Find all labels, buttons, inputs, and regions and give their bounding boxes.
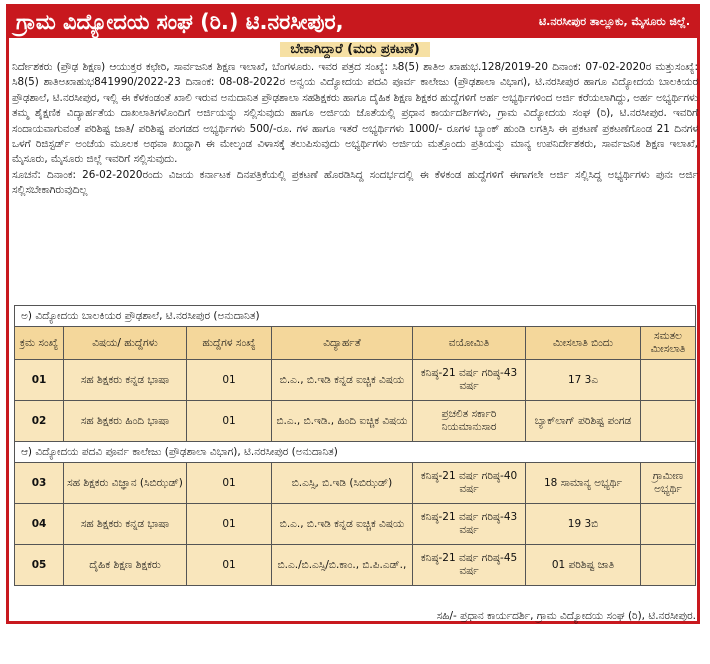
cell-serial: 05 [15, 545, 64, 586]
signature-line: ಸಹಿ/- ಪ್ರಧಾನ ಕಾರ್ಯದರ್ಶಿ, ಗ್ರಾಮ ವಿದ್ಯೋದಯ ಸಂಘ (ರಿ), ಟಿ.ನರಸೀಪುರ. [436, 610, 696, 622]
cell-qualification: ಬಿ.ಎ., ಬಿ.ಇಡಿ ಕನ್ನಡ ಐಚ್ಚಿಕ ವಿಷಯ [272, 360, 413, 401]
cell-horizontal-reservation: ಗ್ರಾಮೀಣ ಅಭ್ಯರ್ಥಿ [641, 463, 696, 504]
cell-post: ದೈಹಿಕ ಶಿಕ್ಷಣ ಶಿಕ್ಷಕರು [64, 545, 187, 586]
subtitle-text: ಬೇಕಾಗಿದ್ದಾರೆ (ಮರು ಪ್ರಕಟಣೆ) [280, 42, 429, 57]
cell-reservation: ಬ್ಯಾಕ್‌ಲಾಗ್ ಪರಿಶಿಷ್ಟ ಪಂಗಡ [526, 401, 641, 442]
org-name: ಗ್ರಾಮ ವಿದ್ಯೋದಯ ಸಂಘ (ರಿ.) ಟಿ.ನರಸೀಪುರ, [16, 9, 344, 34]
cell-post: ಸಹ ಶಿಕ್ಷಕರು ಕನ್ನಡ ಭಾಷಾ [64, 360, 187, 401]
ad-subtitle [0, 42, 710, 57]
cell-age: ಪ್ರಚಲಿತ ಸರ್ಕಾರಿ ನಿಯಮಾನುಸಾರ [413, 401, 526, 442]
table-header-row [15, 327, 696, 360]
cell-horizontal-reservation [641, 401, 696, 442]
cell-serial: 02 [15, 401, 64, 442]
table-row [15, 360, 696, 401]
cell-post: ಸಹ ಶಿಕ್ಷಕರು ವಿಜ್ಞಾನ (ಸಿಬಿಝಡ್) [64, 463, 187, 504]
cell-age: ಕನಿಷ್ಠ-21 ವರ್ಷ ಗರಿಷ್ಠ-40 ವರ್ಷ [413, 463, 526, 504]
table-row [15, 463, 696, 504]
cell-horizontal-reservation [641, 360, 696, 401]
cell-reservation: 19 3ಬಿ [526, 504, 641, 545]
table-row [15, 545, 696, 586]
header-reservation: ಮೀಸಲಾತಿ ಬಿಂದು [526, 327, 641, 360]
table-row [15, 401, 696, 442]
header-post: ವಿಷಯ/ ಹುದ್ದೆಗಳು [64, 327, 187, 360]
body-paragraph-notice: ಸೂಚನೆ: ದಿನಾಂಕ: 26-02-2020ರಂದು ವಿಜಯ ಕರ್ನಾಟಕ ದಿನಪತ್ರಿಕೆಯಲ್ಲಿ ಪ್ರಕಟಣೆ ಹೊರಡಿಸಿದ್ದ ಸಂದರ್ಭದಲ್ಲಿ ಈ ಕೆಳಕಂಡ ಹುದ್ದೆಗಳಿಗೆ ಈಗಾಗಲೇ ಅರ್ಜಿ ಸಲ್ಲಿಸಿದ್ದ ಅಭ್ಯರ್ಥಿಗಳು ಪುನಃ ಅರ್ಜಿ ಸಲ್ಲಿಸಬೇಕಾಗಿರುವುದಿಲ್ಲ [12, 168, 698, 197]
header-serial: ಕ್ರಮ ಸಂಖ್ಯೆ [15, 327, 64, 360]
cell-qualification: ಬಿ.ಎ., ಬಿ.ಇಡಿ., ಹಿಂದಿ ಐಚ್ಚಿಕ ವಿಷಯ [272, 401, 413, 442]
header-horizontal-reservation: ಸಮತಲ ಮೀಸಲಾತಿ [641, 327, 696, 360]
cell-count: 01 [187, 401, 272, 442]
table-row [15, 504, 696, 545]
header-qualification: ವಿದ್ಯಾರ್ಹತೆ [272, 327, 413, 360]
header-count: ಹುದ್ದೆಗಳ ಸಂಖ್ಯೆ [187, 327, 272, 360]
cell-qualification: ಬಿ.ಎ., ಬಿ.ಇಡಿ ಕನ್ನಡ ಐಚ್ಚಿಕ ವಿಷಯ [272, 504, 413, 545]
cell-reservation: 01 ಪರಿಶಿಷ್ಟ ಜಾತಿ [526, 545, 641, 586]
cell-serial: 04 [15, 504, 64, 545]
vacancy-table [14, 305, 696, 586]
cell-count: 01 [187, 545, 272, 586]
header-age: ವಯೋಮಿತಿ [413, 327, 526, 360]
cell-horizontal-reservation [641, 504, 696, 545]
ad-header [8, 6, 698, 38]
cell-count: 01 [187, 360, 272, 401]
section-b-title: ಆ) ವಿದ್ಯೋದಯ ಪದವಿ ಪೂರ್ವ ಕಾಲೇಜು (ಪ್ರೌಢಶಾಲಾ ವಿಭಾಗ), ಟಿ.ನರಸೀಪುರ (ಅನುದಾನಿತ) [15, 442, 696, 463]
table-section-row [15, 442, 696, 463]
cell-serial: 01 [15, 360, 64, 401]
cell-age: ಕನಿಷ್ಠ-21 ವರ್ಷ ಗರಿಷ್ಠ-45 ವರ್ಷ [413, 545, 526, 586]
cell-qualification: ಬಿ.ಎ./ಬಿ.ಎಸ್ಸಿ/ಬಿ.ಕಾಂ., ಬಿ.ಪಿ.ಎಡ್., [272, 545, 413, 586]
cell-count: 01 [187, 463, 272, 504]
body-paragraph-main: ನಿರ್ದೇಶಕರು (ಪ್ರೌಢ ಶಿಕ್ಷಣ) ಆಯುಕ್ತರ ಕಛೇರಿ, ಸಾರ್ವಜನಿಕ ಶಿಕ್ಷಣ ಇಲಾಖೆ, ಬೆಂಗಳೂರು. ಇವರ ಪತ್ರದ ಸಂಖ್ಯೆ: ಸಿ8(5) ಶಾತಿಅ ಖಾಹುಭ.128/2019-20 ದಿನಾಂಕ: 07-02-2020ರ ಮತ್ತುಸಂಖ್ಯೆ: ಸಿ8(5) ಶಾತಿಅಖಾಹುಭ841990/2022-23 ದಿನಾಂಕ: 08-08-2022ರ ಅನ್ವಯ ವಿದ್ಯೋದಯ ಪದವಿ ಪೂರ್ವ ಕಾಲೇಜು (ಪ್ರೌಢಶಾಲಾ ವಿಭಾಗ), ಟಿ.ನರಸೀಪುರ ಹಾಗೂ ವಿದ್ಯೋದಯ ಬಾಲಕಿಯರ ಪ್ರೌಢಶಾಲೆ, ಟಿ.ನರಸೀಪುರ, ಇಲ್ಲಿ ಈ ಕೆಳಕಂಡಂತೆ ಖಾಲಿ ಇರುವ ಅನುದಾನಿತ ಪ್ರೌಢಶಾಲಾ ಸಹಶಿಕ್ಷಕರು ಹಾಗೂ ದೈಹಿಕ ಶಿಕ್ಷಣ ಶಿಕ್ಷಕರ ಹುದ್ದೆಗಳಿಗೆ ಅರ್ಹ ಅಭ್ಯರ್ಥಿಗಳಿಂದ ಅರ್ಜಿ ಕರೆಯಲಾಗಿದ್ದು, ಅರ್ಹ ಅಭ್ಯರ್ಥಿಗಳು ತಮ್ಮ ಶೈಕ್ಷಣಿಕ ವಿದ್ಯಾರ್ಹತೆಯ ದಾಖಲಾತಿಗಳೊಂದಿಗೆ ಅರ್ಜಿಯನ್ನು ಸಲ್ಲಿಸುವುದು ಹಾಗೂ ಅರ್ಜಿಯ ಜೊತೆಯಲ್ಲಿ ಪ್ರಧಾನ ಕಾರ್ಯದರ್ಶಿಗಳು, ಗ್ರಾಮ ವಿದ್ಯೋದಯ ಸಂಘ (ರಿ), ಟಿ.ನರಸೀಪುರ. ಇವರಿಗೆ ಸಂದಾಯವಾಗುವಂತೆ ಪರಿಶಿಷ್ಟ ಜಾತಿ/ ಪರಿಶಿಷ್ಟ ಪಂಗಡದ ಅಭ್ಯರ್ಥಿಗಳು 500/-ರೂ. ಗಳ ಹಾಗೂ ಇತರೆ ಅಭ್ಯರ್ಥಿಗಳು 1000/- ರೂಗಳ ಬ್ಯಾಂಕ್ ಹುಂಡಿ ಲಗತ್ತಿಸಿ ಈ ಪ್ರಕಟಣೆ ಪ್ರಕಟಣೆಗೊಂಡ 21 ದಿನಗಳ ಒಳಗೆ ರಿಜಿಸ್ಟರ್ಡ್ ಅಂಚೆಯ ಮೂಲಕ ಅಥವಾ ಖುದ್ದಾಗಿ ಈ ಮೇಲ್ಕಂಡ ವಿಳಾಸಕ್ಕೆ ತಲುಪಿಸುವುದು ಅಭ್ಯರ್ಥಿಗಳು ಅರ್ಜಿಯ ಮತ್ತೊಂದು ಪ್ರತಿಯನ್ನು ಮಾನ್ಯ ಉಪನಿರ್ದೇಶಕರು, ಸಾರ್ವಜನಿಕ ಶಿಕ್ಷಣ ಇಲಾಖೆ, ಮೈಸೂರು, ಮೈಸೂರು ಜಿಲ್ಲೆ ಇವರಿಗೆ ಸಲ್ಲಿಸುವುದು. [12, 61, 698, 166]
cell-post: ಸಹ ಶಿಕ್ಷಕರು ಹಿಂದಿ ಭಾಷಾ [64, 401, 187, 442]
cell-post: ಸಹ ಶಿಕ್ಷಕರು ಕನ್ನಡ ಭಾಷಾ [64, 504, 187, 545]
cell-reservation: 18 ಸಾಮಾನ್ಯ ಅಭ್ಯರ್ಥಿ [526, 463, 641, 504]
cell-age: ಕನಿಷ್ಠ-21 ವರ್ಷ ಗರಿಷ್ಠ-43 ವರ್ಷ [413, 504, 526, 545]
cell-serial: 03 [15, 463, 64, 504]
cell-qualification: ಬಿ.ಎಸ್ಸಿ, ಬಿ.ಇಡಿ (ಸಿಬಿಝಡ್) [272, 463, 413, 504]
cell-age: ಕನಿಷ್ಠ-21 ವರ್ಷ ಗರಿಷ್ಠ-43 ವರ್ಷ [413, 360, 526, 401]
section-a-title: ಅ) ವಿದ್ಯೋದಯ ಬಾಲಕಿಯರ ಪ್ರೌಢಶಾಲೆ, ಟಿ.ನರಸೀಪುರ (ಅನುದಾನಿತ) [15, 306, 696, 327]
ad-body [12, 60, 698, 199]
cell-count: 01 [187, 504, 272, 545]
cell-reservation: 17 3ಎ [526, 360, 641, 401]
org-location: ಟಿ.ನರಸೀಪುರ ತಾಲ್ಲೂಕು, ಮೈಸೂರು ಜಿಲ್ಲೆ. [538, 15, 690, 28]
table-section-row [15, 306, 696, 327]
cell-horizontal-reservation [641, 545, 696, 586]
